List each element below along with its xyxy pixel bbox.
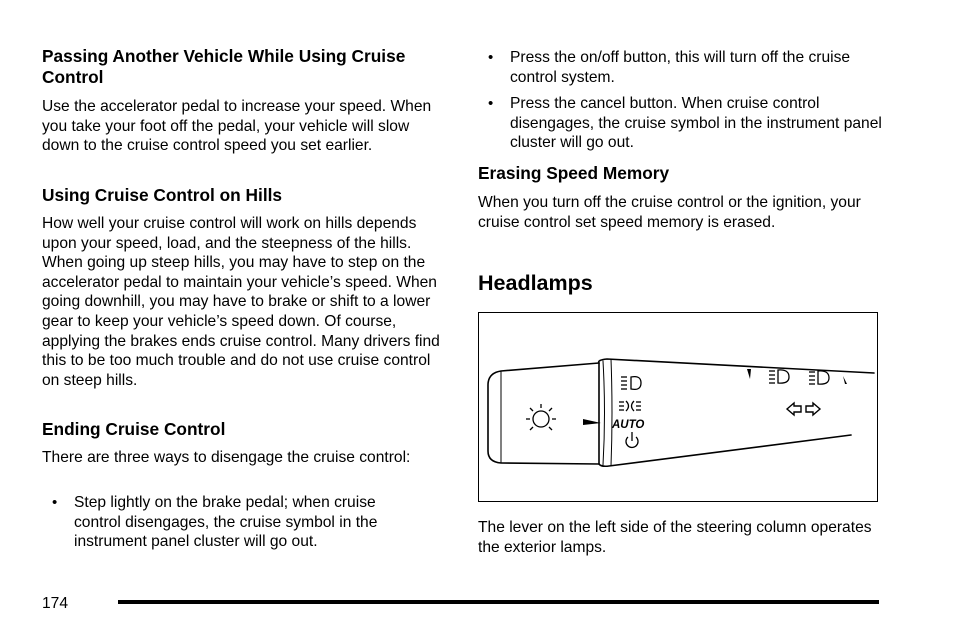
headlamp-lever-figure — [478, 312, 878, 502]
power-icon — [626, 432, 638, 447]
marker-icon — [843, 376, 847, 384]
marker-icon — [747, 369, 751, 379]
list-item — [42, 493, 424, 552]
erasing-heading: Erasing Speed Memory — [478, 163, 670, 183]
erasing-body: When you turn off the cruise control or the ignition, your cruise control set speed memory is erased. — [478, 194, 861, 231]
high-beam-icon — [769, 370, 789, 383]
ending-body: There are three ways to disengage the cruise control: — [42, 449, 411, 466]
list-item — [478, 94, 900, 153]
auto-label: AUTO — [612, 419, 645, 431]
parking-lamps-icon — [619, 401, 641, 411]
bullet-text: Press the cancel button. When cruise control disengages, the cruise symbol in the instrument panel cluster will go out. — [510, 95, 882, 152]
list-item — [478, 48, 890, 87]
hills-heading: Using Cruise Control on Hills — [42, 185, 283, 205]
flash-to-pass-icon — [809, 371, 829, 384]
headlamps-heading: Headlamps — [478, 271, 593, 295]
headlamp-lever-illustration — [479, 313, 876, 500]
ending-heading: Ending Cruise Control — [42, 419, 226, 439]
figure-caption: The lever on the left side of the steering column operates the exterior lamps. — [478, 519, 872, 556]
headlamp-icon — [621, 377, 641, 390]
hills-body: How well your cruise control will work on hills depends upon your speed, load, and the steepness of the hills. When going up steep hills, you may have to step on the accelerator pedal to maintain your vehicle’s speed. When going downhill, you may have to brake or shift to a lower gear to keep your vehicle’s speed down. Of course, applying the brakes ends cruise control. Many drivers find this to be too much trouble and do not use cruise control on steep hills. — [42, 215, 440, 389]
passing-body: Use the accelerator pedal to increase your speed. When you take your foot off the pedal, your vehicle will slow down to the cruise control speed you set earlier. — [42, 98, 432, 155]
bullet-text: Press the on/off button, this will turn off the cruise control system. — [510, 49, 851, 86]
bullet-dot: • — [488, 49, 494, 66]
bullet-text: Step lightly on the brake pedal; when cruise control disengages, the cruise symbol in the instrument panel cluster will go out. — [74, 494, 378, 551]
page-number: 174 — [42, 595, 69, 612]
footer-rule — [118, 600, 879, 604]
passing-heading: Passing Another Vehicle While Using Cruise Control — [42, 46, 406, 87]
bullet-dot: • — [488, 95, 494, 112]
turn-signal-icon — [787, 403, 820, 415]
parking-lamp-icon — [526, 404, 556, 430]
bullet-dot: • — [52, 494, 58, 511]
